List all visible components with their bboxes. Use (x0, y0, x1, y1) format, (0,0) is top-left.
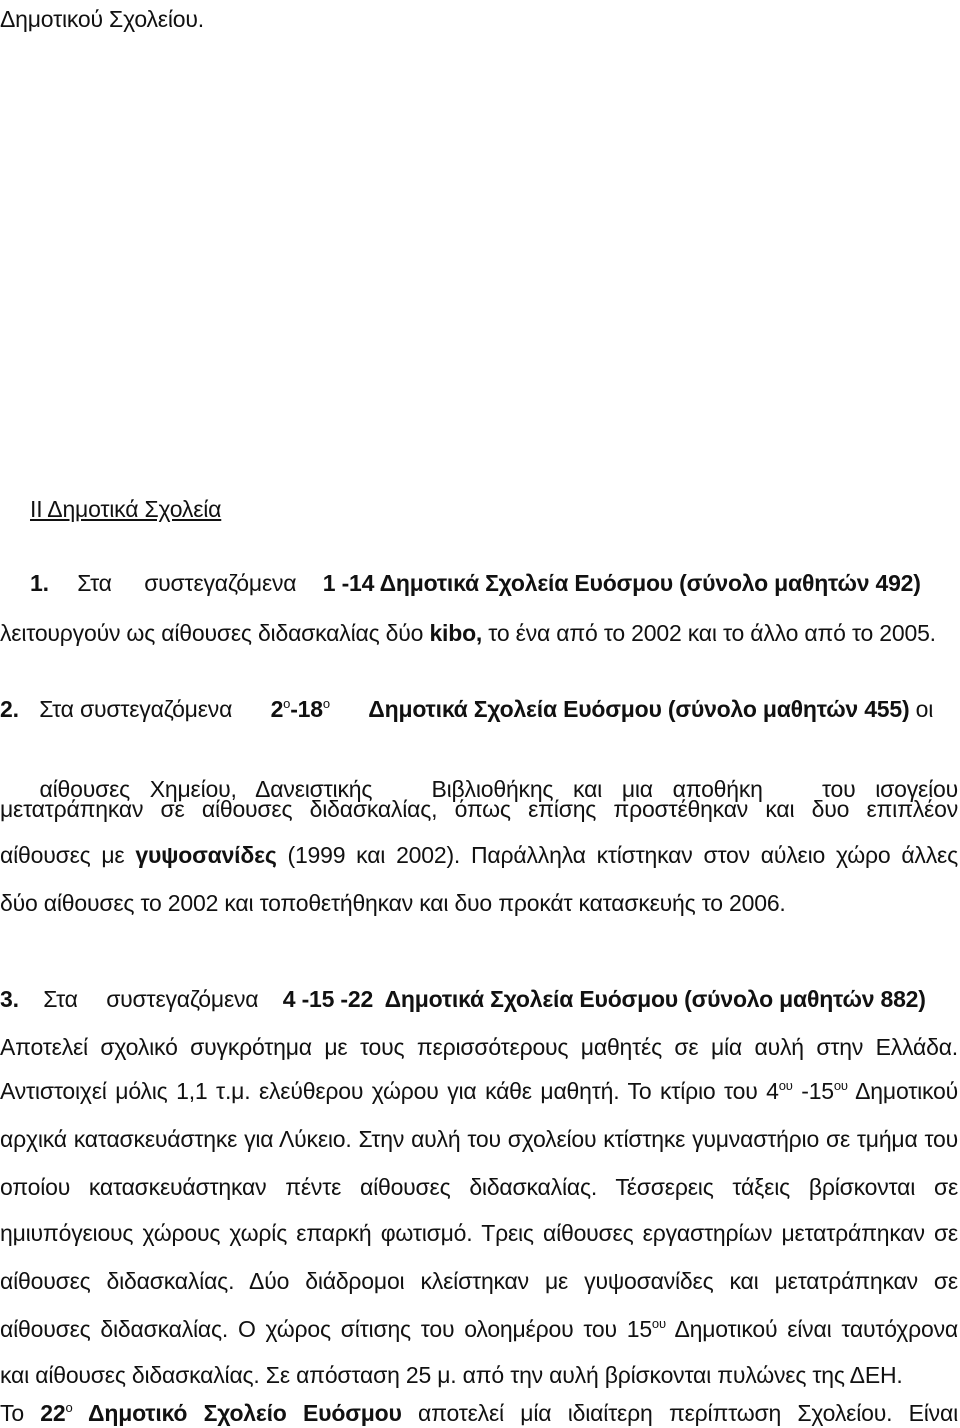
item3-line6 (0, 1218, 958, 1248)
item2-line3-text: μετατράπηκαν σε αίθουσες διδασκαλίας, όπως επίσης προστέθηκαν και δυο επιπλέον (0, 796, 958, 822)
item2-line2 (0, 744, 958, 802)
item2-line5 (0, 888, 786, 918)
item2-sup1: ο (283, 696, 291, 711)
item3-line3 (0, 1076, 958, 1106)
item2-line2-text: αίθουσες Χημείου, Δανειστικής Βιβλιοθήκης και μια αποθήκη του ισογείου (39, 776, 958, 802)
item3-line10-bold: Δημοτικό Σχολείο Ευόσμου (72, 1400, 402, 1426)
item3-line4-text: αρχικά κατασκευάστηκε για Λύκειο. Στην αυλή του σχολείου κτίστηκε γυμναστήριο σε τμήμα του (0, 1126, 958, 1152)
item3-line3-post: Δημοτικού (847, 1078, 958, 1104)
section-title (30, 494, 221, 524)
item1-school-14: -14 (335, 570, 375, 596)
item2-bold-schools: Δημοτικά Σχολεία Ευόσμου (σύνολο μαθητών 455) (368, 696, 910, 722)
item3-bold-schools: 4 -15 -22 Δημοτικά Σχολεία Ευόσμου (σύνολο μαθητών 882) (282, 986, 926, 1012)
item3-line9 (0, 1360, 903, 1390)
item3-school-22: 22 (40, 1400, 66, 1426)
item1-line2-pre: λειτουργούν ως αίθουσες διδασκαλίας δύο (0, 620, 430, 646)
item3-line4 (0, 1124, 958, 1154)
item3-line8-pre: αίθουσες διδασκαλίας. Ο χώρος σίτισης του ολοημέρου του 15 (0, 1316, 652, 1342)
item3-number: 3. (0, 986, 19, 1012)
item3-line5 (0, 1172, 958, 1202)
item3-line10-sup: ο (65, 1400, 73, 1415)
item1-number: 1. (30, 570, 49, 596)
item3-line6-text: ημιυπόγειους χώρους χωρίς επαρκή φωτισμό. Τρεις αίθουσες εργαστηρίων μετατράπηκαν σε (0, 1220, 958, 1246)
item3-line3-sup2: ου (833, 1078, 848, 1093)
item3-line10-post: αποτελεί μία ιδιαίτερη περίπτωση Σχολείου. Είναι (401, 1400, 958, 1426)
item3-line7 (0, 1266, 958, 1296)
item3-line8 (0, 1314, 958, 1344)
item3-line10 (0, 1398, 958, 1428)
item2-line4-pre: αίθουσες με (0, 842, 136, 868)
item3-line10-pre: Το (0, 1400, 41, 1426)
item3-line7-text: αίθουσες διδασκαλίας. Δύο διάδρομοι κλείστηκαν με γυψοσανίδες και μετατράπηκαν σε (0, 1268, 958, 1294)
item2-gypsum: γυψοσανίδες (135, 842, 277, 868)
item2-school-2: 2 (270, 696, 284, 722)
item3-line9-text: και αίθουσες διδασκαλίας. Σε απόσταση 25 μ. από την αυλή βρίσκονται πυλώνες της ΔΕΗ. (0, 1362, 903, 1388)
item2-school-18: -18 (290, 696, 323, 722)
item3-line8-post: Δημοτικού είναι ταυτόχρονα (665, 1316, 958, 1342)
item2-line3 (0, 794, 958, 824)
item3-line3-mid: -15 (792, 1078, 834, 1104)
top-line (0, 4, 204, 34)
item3-word-sta: Στα (43, 986, 78, 1012)
item3-line3-sup1: ου (778, 1078, 793, 1093)
item3-line5-text: οποίου κατασκευάστηκαν πέντε αίθουσες διδασκαλίας. Τέσσερεις τάξεις βρίσκονται σε (0, 1174, 958, 1200)
item2-line4-post: (1999 και 2002). Παράλληλα κτίστηκαν στον αύλειο χώρο άλλες (276, 842, 958, 868)
item1-word-systegazomena: συστεγαζόμενα (144, 570, 297, 596)
item1-bold-schools: Δημοτικά Σχολεία Ευόσμου (σύνολο μαθητών 492) (374, 570, 921, 596)
item1-line2-post: το ένα από το 2002 και το άλλο από το 2005. (482, 620, 936, 646)
item1-school-1: 1 (322, 570, 336, 596)
item3-line3-pre: Αντιστοιχεί μόλις 1,1 τ.μ. ελεύθερου χώρου για κάθε μαθητή. Το κτίριο του 4 (0, 1078, 779, 1104)
item2-line1 (0, 694, 960, 724)
item2-sup2: ο (322, 696, 330, 711)
item2-pre: Στα συστεγαζόμενα (39, 696, 233, 722)
item1-word-sta: Στα (77, 570, 112, 596)
section-title-text: ΙΙ Δημοτικά Σχολεία (30, 496, 222, 522)
item1-line2 (0, 618, 936, 648)
item3-word-systegazomena: συστεγαζόμενα (106, 986, 259, 1012)
item3-line1 (0, 984, 958, 1014)
item1-kibo: kibo, (429, 620, 483, 646)
top-line-text: Δημοτικού Σχολείου. (0, 6, 204, 32)
item2-line5-text: δύο αίθουσες το 2002 και τοποθετήθηκαν και δυο προκάτ κατασκευής το 2006. (0, 890, 786, 916)
item3-line2-text: Αποτελεί σχολικό συγκρότημα με τους περισσότερους μαθητές σε μία αυλή στην Ελλάδα. (0, 1034, 958, 1060)
item2-number: 2. (0, 696, 19, 722)
item1-line1 (30, 568, 960, 598)
item3-line8-sup: ου (651, 1316, 666, 1331)
item2-line4 (0, 840, 958, 870)
item2-post: οι (915, 696, 934, 722)
item3-line2 (0, 1032, 958, 1062)
